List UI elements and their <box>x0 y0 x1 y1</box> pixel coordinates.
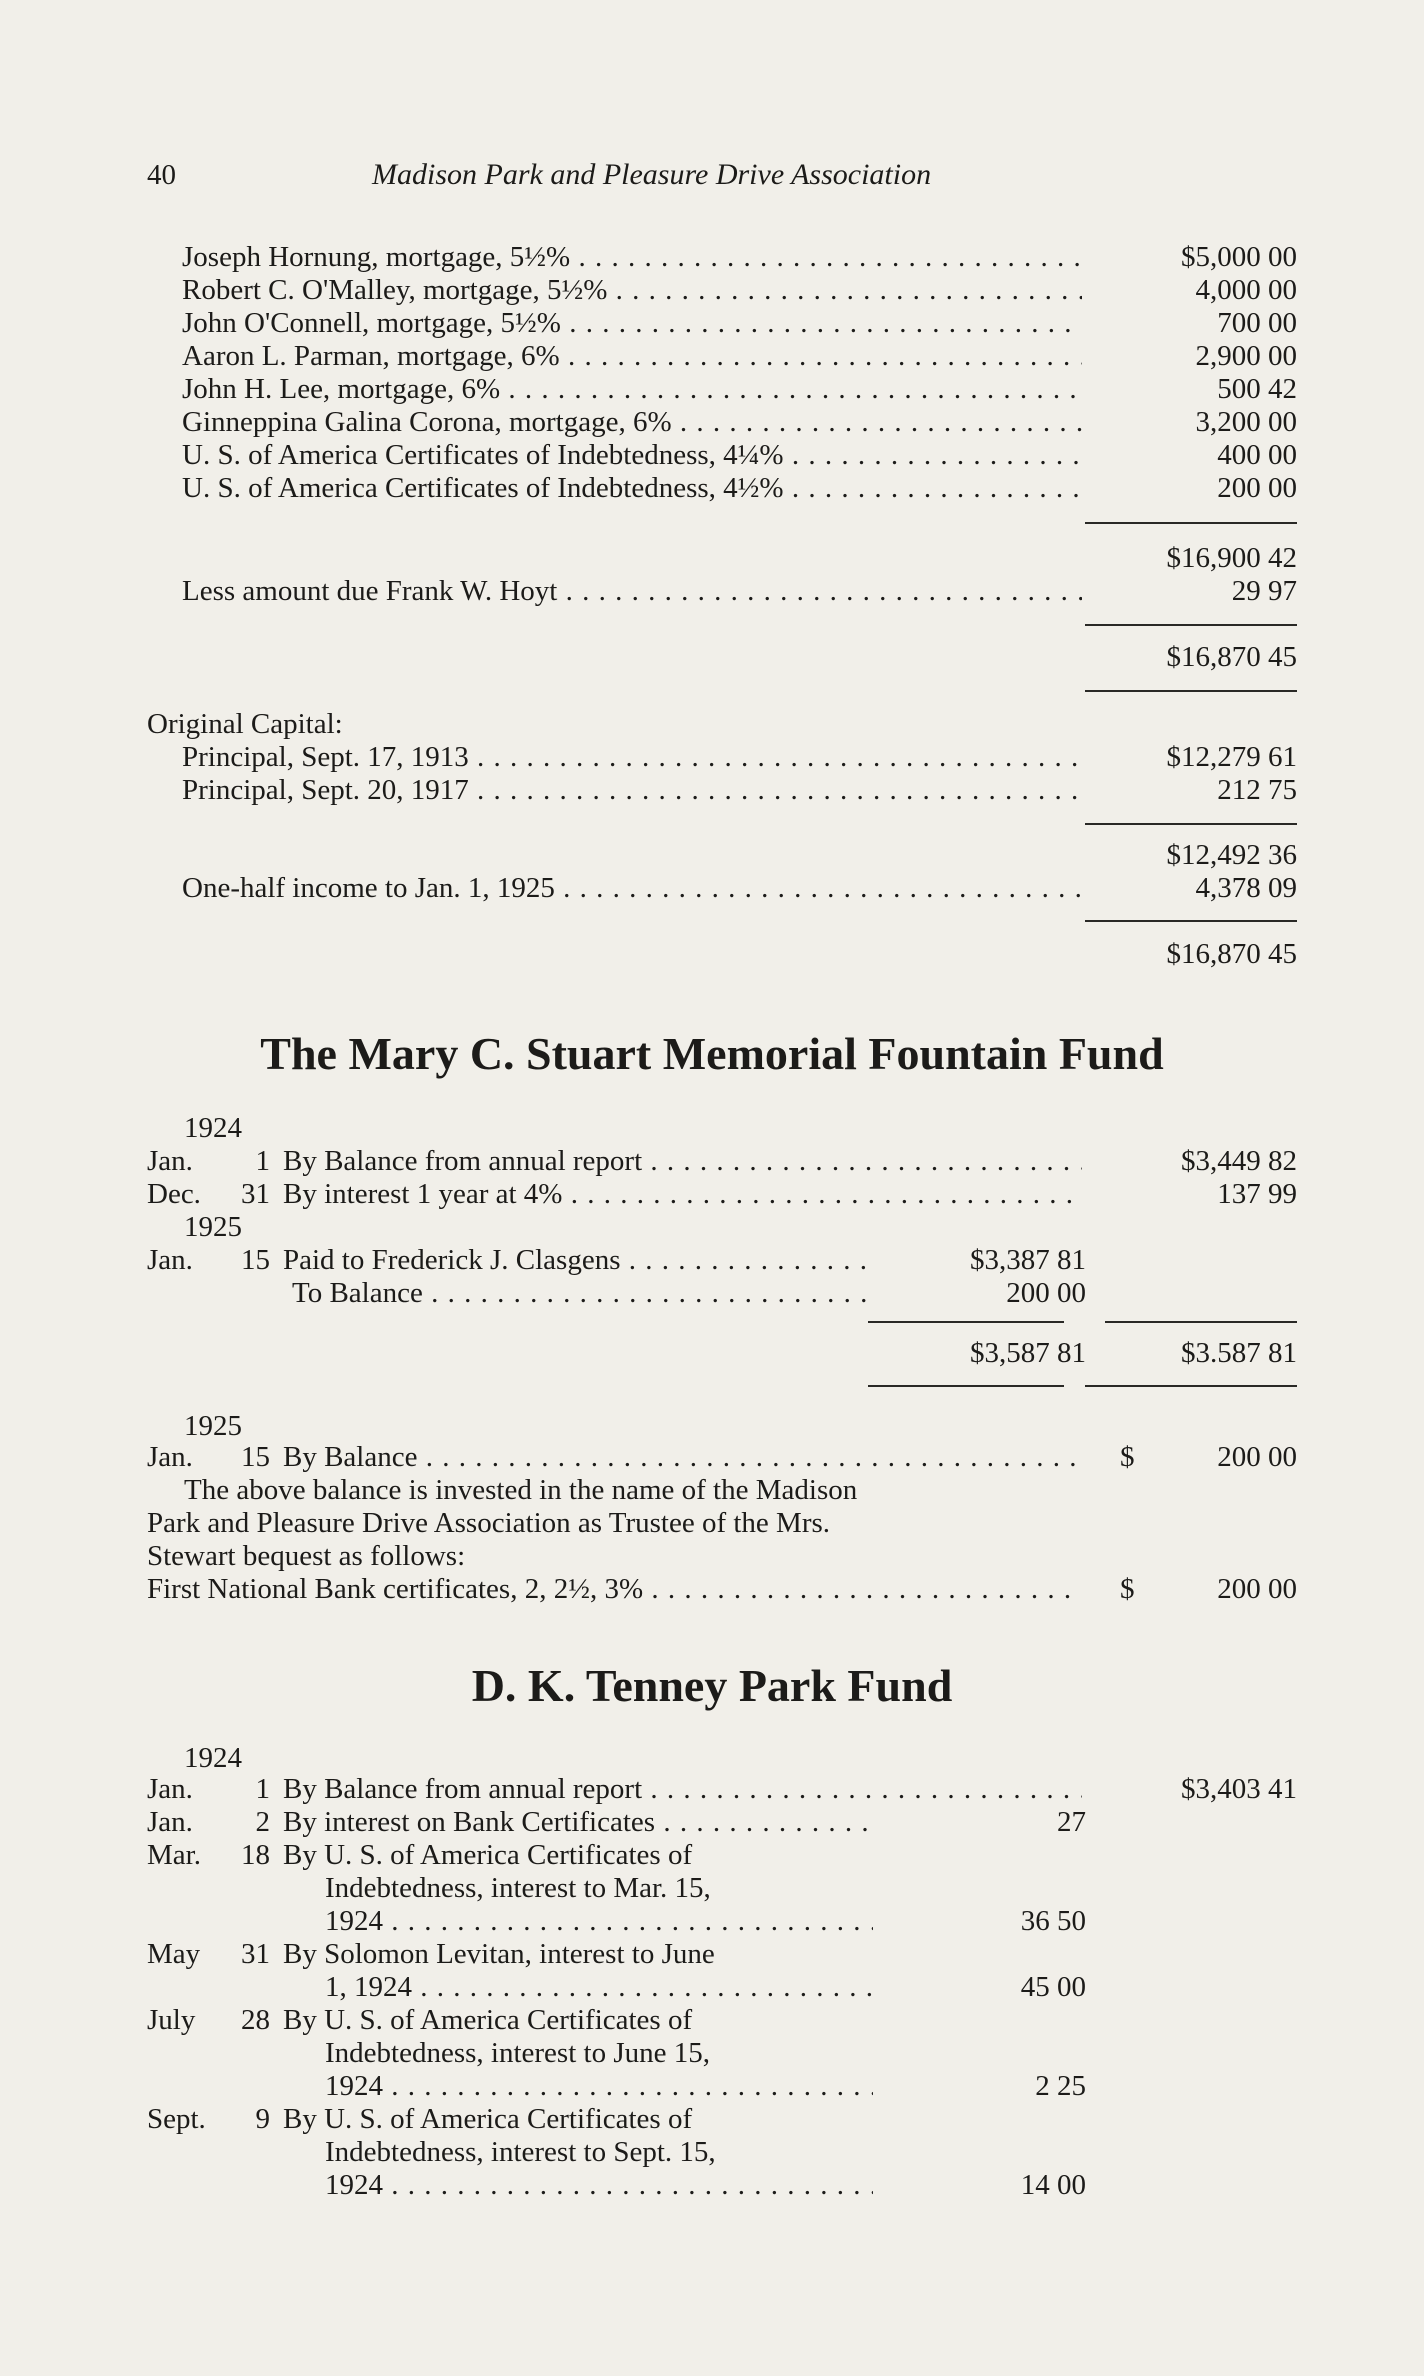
investment-row <box>0 405 1424 439</box>
entry-amount: $3,387 81 <box>970 1244 1086 1276</box>
entry-label: Indebtedness, interest to Mar. 15, <box>325 1872 711 1904</box>
ledger-row <box>0 1805 1424 1839</box>
note-text: Stewart bequest as follows: <box>147 1540 466 1572</box>
investment-label: U. S. of America Certificates of Indebtedness, 4¼% . . . <box>182 438 1082 472</box>
investment-amount: $5,000 00 <box>1181 241 1297 273</box>
investment-label: John H. Lee, mortgage, 6% . . . <box>182 372 1082 406</box>
note-line <box>0 1473 1424 1507</box>
stuart-fund-title: The Mary C. Stuart Memorial Fountain Fund <box>260 1028 1164 1079</box>
entry-amount: 2 25 <box>1035 2070 1086 2102</box>
investment-row <box>0 372 1424 406</box>
note-line <box>0 1506 1424 1540</box>
investment-label: Ginneppina Galina Corona, mortgage, 6% . . . <box>182 405 1082 439</box>
entry-day: 18 <box>241 1839 270 1871</box>
entry-day: 2 <box>255 1806 270 1838</box>
total-row <box>0 640 1424 674</box>
sum-rule <box>1085 522 1297 524</box>
entry-month: May <box>147 1938 201 1970</box>
ledger-continuation <box>0 2069 1424 2103</box>
entry-month: Dec. <box>147 1178 201 1210</box>
entry-label: By interest on Bank Certificates . . . <box>283 1805 873 1839</box>
capital-heading: Original Capital: <box>147 708 343 740</box>
year-row <box>0 1741 1424 1775</box>
page-number: 40 <box>147 159 176 191</box>
entry-label: Paid to Frederick J. Clasgens . . . <box>283 1243 873 1277</box>
ledger-row <box>0 2003 1424 2037</box>
entry-month: Jan. <box>147 1806 193 1838</box>
entry-month: Jan. <box>147 1441 193 1473</box>
investment-amount: 3,200 00 <box>1195 406 1297 438</box>
deduction-label: Less amount due Frank W. Hoyt . . . <box>182 574 1082 608</box>
entry-amount: $3,449 82 <box>1181 1145 1297 1177</box>
entry-amount: 137 99 <box>1217 1178 1297 1210</box>
entry-month: Sept. <box>147 2103 206 2135</box>
investment-row <box>0 339 1424 373</box>
capital-row <box>0 740 1424 774</box>
year-label: 1925 <box>184 1211 242 1243</box>
entry-label: 1924 . . . <box>325 1904 873 1938</box>
investment-row <box>0 273 1424 307</box>
capital-subtotal-row <box>0 838 1424 872</box>
investment-amount: 400 00 <box>1217 439 1297 471</box>
entry-label: To Balance . . . <box>292 1276 873 1310</box>
entry-month: July <box>147 2004 196 2036</box>
investment-row <box>0 471 1424 505</box>
sum-rule <box>1085 920 1297 922</box>
total-amount: $16,870 45 <box>1166 641 1297 673</box>
entry-day: 1 <box>255 1145 270 1177</box>
year-label: 1925 <box>184 1410 242 1442</box>
capital-label: Principal, Sept. 17, 1913 . . . <box>182 740 1082 774</box>
ledger-continuation <box>0 2168 1424 2202</box>
total-right: $3.587 81 <box>1181 1337 1297 1369</box>
entry-label: By Balance from annual report . . . <box>283 1772 1082 1806</box>
investment-amount: 200 00 <box>1217 472 1297 504</box>
ledger-continuation <box>0 2036 1424 2070</box>
deduction-amount: 29 97 <box>1231 575 1297 607</box>
year-row <box>0 1409 1424 1443</box>
entry-amount: 14 00 <box>1020 2169 1086 2201</box>
sum-rule <box>868 1321 1064 1323</box>
investment-row <box>0 438 1424 472</box>
capital-amount: $12,279 61 <box>1166 741 1297 773</box>
capital-total: $16,870 45 <box>1166 938 1297 970</box>
entry-label: By U. S. of America Certificates of <box>283 1839 693 1871</box>
note-text: The above balance is invested in the name of the Madison <box>184 1474 858 1506</box>
capital-amount: 212 75 <box>1217 774 1297 806</box>
ledger-row <box>0 1276 1424 1310</box>
sum-rule <box>868 1385 1064 1387</box>
entry-label: By Balance from annual report . . . <box>283 1144 1082 1178</box>
entry-month: Jan. <box>147 1145 193 1177</box>
entry-label: Indebtedness, interest to June 15, <box>325 2037 710 2069</box>
investment-amount: 700 00 <box>1217 307 1297 339</box>
entry-month: Mar. <box>147 1839 201 1871</box>
investment-label: Joseph Hornung, mortgage, 5½% . . . <box>182 240 1082 274</box>
subtotal-amount: $16,900 42 <box>1166 542 1297 574</box>
subtotal-row <box>0 541 1424 575</box>
running-header <box>0 158 1424 192</box>
capital-label: Principal, Sept. 20, 1917 . . . <box>182 773 1082 807</box>
ledger-row <box>0 1937 1424 1971</box>
investment-amount: 4,000 00 <box>1195 274 1297 306</box>
sum-rule <box>1085 624 1297 626</box>
year-row <box>0 1111 1424 1145</box>
investment-amount: 2,900 00 <box>1195 340 1297 372</box>
total-left: $3,587 81 <box>970 1337 1086 1369</box>
entry-label: First National Bank certificates, 2, 2½, 3% . . . <box>147 1572 1082 1606</box>
entry-month: Jan. <box>147 1244 193 1276</box>
ledger-continuation <box>0 1904 1424 1938</box>
income-label: One-half income to Jan. 1, 1925 . . . <box>182 871 1082 905</box>
capital-subtotal: $12,492 36 <box>1166 839 1297 871</box>
entry-label: 1924 . . . <box>325 2069 873 2103</box>
entry-amount: 200 00 <box>1217 1573 1297 1605</box>
capital-row <box>0 773 1424 807</box>
entry-day: 15 <box>241 1244 270 1276</box>
ledger-row <box>0 1440 1424 1474</box>
ledger-continuation <box>0 2135 1424 2169</box>
ledger-row <box>0 1572 1424 1606</box>
entry-day: 1 <box>255 1773 270 1805</box>
entry-label: 1924 . . . <box>325 2168 873 2202</box>
entry-label: 1, 1924 . . . <box>325 1970 873 2004</box>
entry-month: Jan. <box>147 1773 193 1805</box>
ledger-row <box>0 1144 1424 1178</box>
totals-row <box>0 1336 1424 1370</box>
ledger-row <box>0 1838 1424 1872</box>
ledger-row <box>0 1243 1424 1277</box>
ledger-row <box>0 1177 1424 1211</box>
running-title: Madison Park and Pleasure Drive Association <box>372 158 932 191</box>
tenney-fund-title: D. K. Tenney Park Fund <box>471 1660 953 1711</box>
income-row <box>0 871 1424 905</box>
currency-sign: $ <box>1120 1441 1135 1473</box>
deduction-row <box>0 574 1424 608</box>
ledger-row <box>0 1772 1424 1806</box>
entry-label: By interest 1 year at 4% . . . <box>283 1177 1082 1211</box>
investment-label: John O'Connell, mortgage, 5½% . . . <box>182 306 1082 340</box>
entry-label: Indebtedness, interest to Sept. 15, <box>325 2136 716 2168</box>
capital-total-row <box>0 937 1424 971</box>
sum-rule <box>1105 1321 1297 1323</box>
investment-label: Aaron L. Parman, mortgage, 6% . . . <box>182 339 1082 373</box>
year-row <box>0 1210 1424 1244</box>
entry-label: By U. S. of America Certificates of <box>283 2004 693 2036</box>
investment-amount: 500 42 <box>1217 373 1297 405</box>
entry-day: 9 <box>255 2103 270 2135</box>
ledger-continuation <box>0 1970 1424 2004</box>
entry-day: 31 <box>241 1178 270 1210</box>
entry-label: By Solomon Levitan, interest to June <box>283 1938 715 1970</box>
sum-rule <box>1085 823 1297 825</box>
entry-amount: 45 00 <box>1020 1971 1086 2003</box>
sum-rule <box>1085 690 1297 692</box>
entry-day: 15 <box>241 1441 270 1473</box>
year-label: 1924 <box>184 1112 242 1144</box>
ledger-row <box>0 2102 1424 2136</box>
entry-amount: 200 00 <box>1217 1441 1297 1473</box>
investment-label: U. S. of America Certificates of Indebtedness, 4½% . . . <box>182 471 1082 505</box>
investment-label: Robert C. O'Malley, mortgage, 5½% . . . <box>182 273 1082 307</box>
entry-amount: 36 50 <box>1020 1905 1086 1937</box>
note-text: Park and Pleasure Drive Association as Trustee of the Mrs. <box>147 1507 831 1539</box>
ledger-continuation <box>0 1871 1424 1905</box>
entry-day: 28 <box>241 2004 270 2036</box>
currency-sign: $ <box>1120 1573 1135 1605</box>
capital-heading-row <box>0 707 1424 741</box>
year-label: 1924 <box>184 1742 242 1774</box>
entry-amount: $3,403 41 <box>1181 1773 1297 1805</box>
income-amount: 4,378 09 <box>1195 872 1297 904</box>
investment-row <box>0 306 1424 340</box>
entry-label: By U. S. of America Certificates of <box>283 2103 693 2135</box>
investment-row <box>0 240 1424 274</box>
entry-amount: 200 00 <box>1006 1277 1086 1309</box>
sum-rule <box>1085 1385 1297 1387</box>
entry-label: By Balance . . . <box>283 1440 1082 1474</box>
entry-amount: 27 <box>1057 1806 1086 1838</box>
entry-day: 31 <box>241 1938 270 1970</box>
note-line <box>0 1539 1424 1573</box>
